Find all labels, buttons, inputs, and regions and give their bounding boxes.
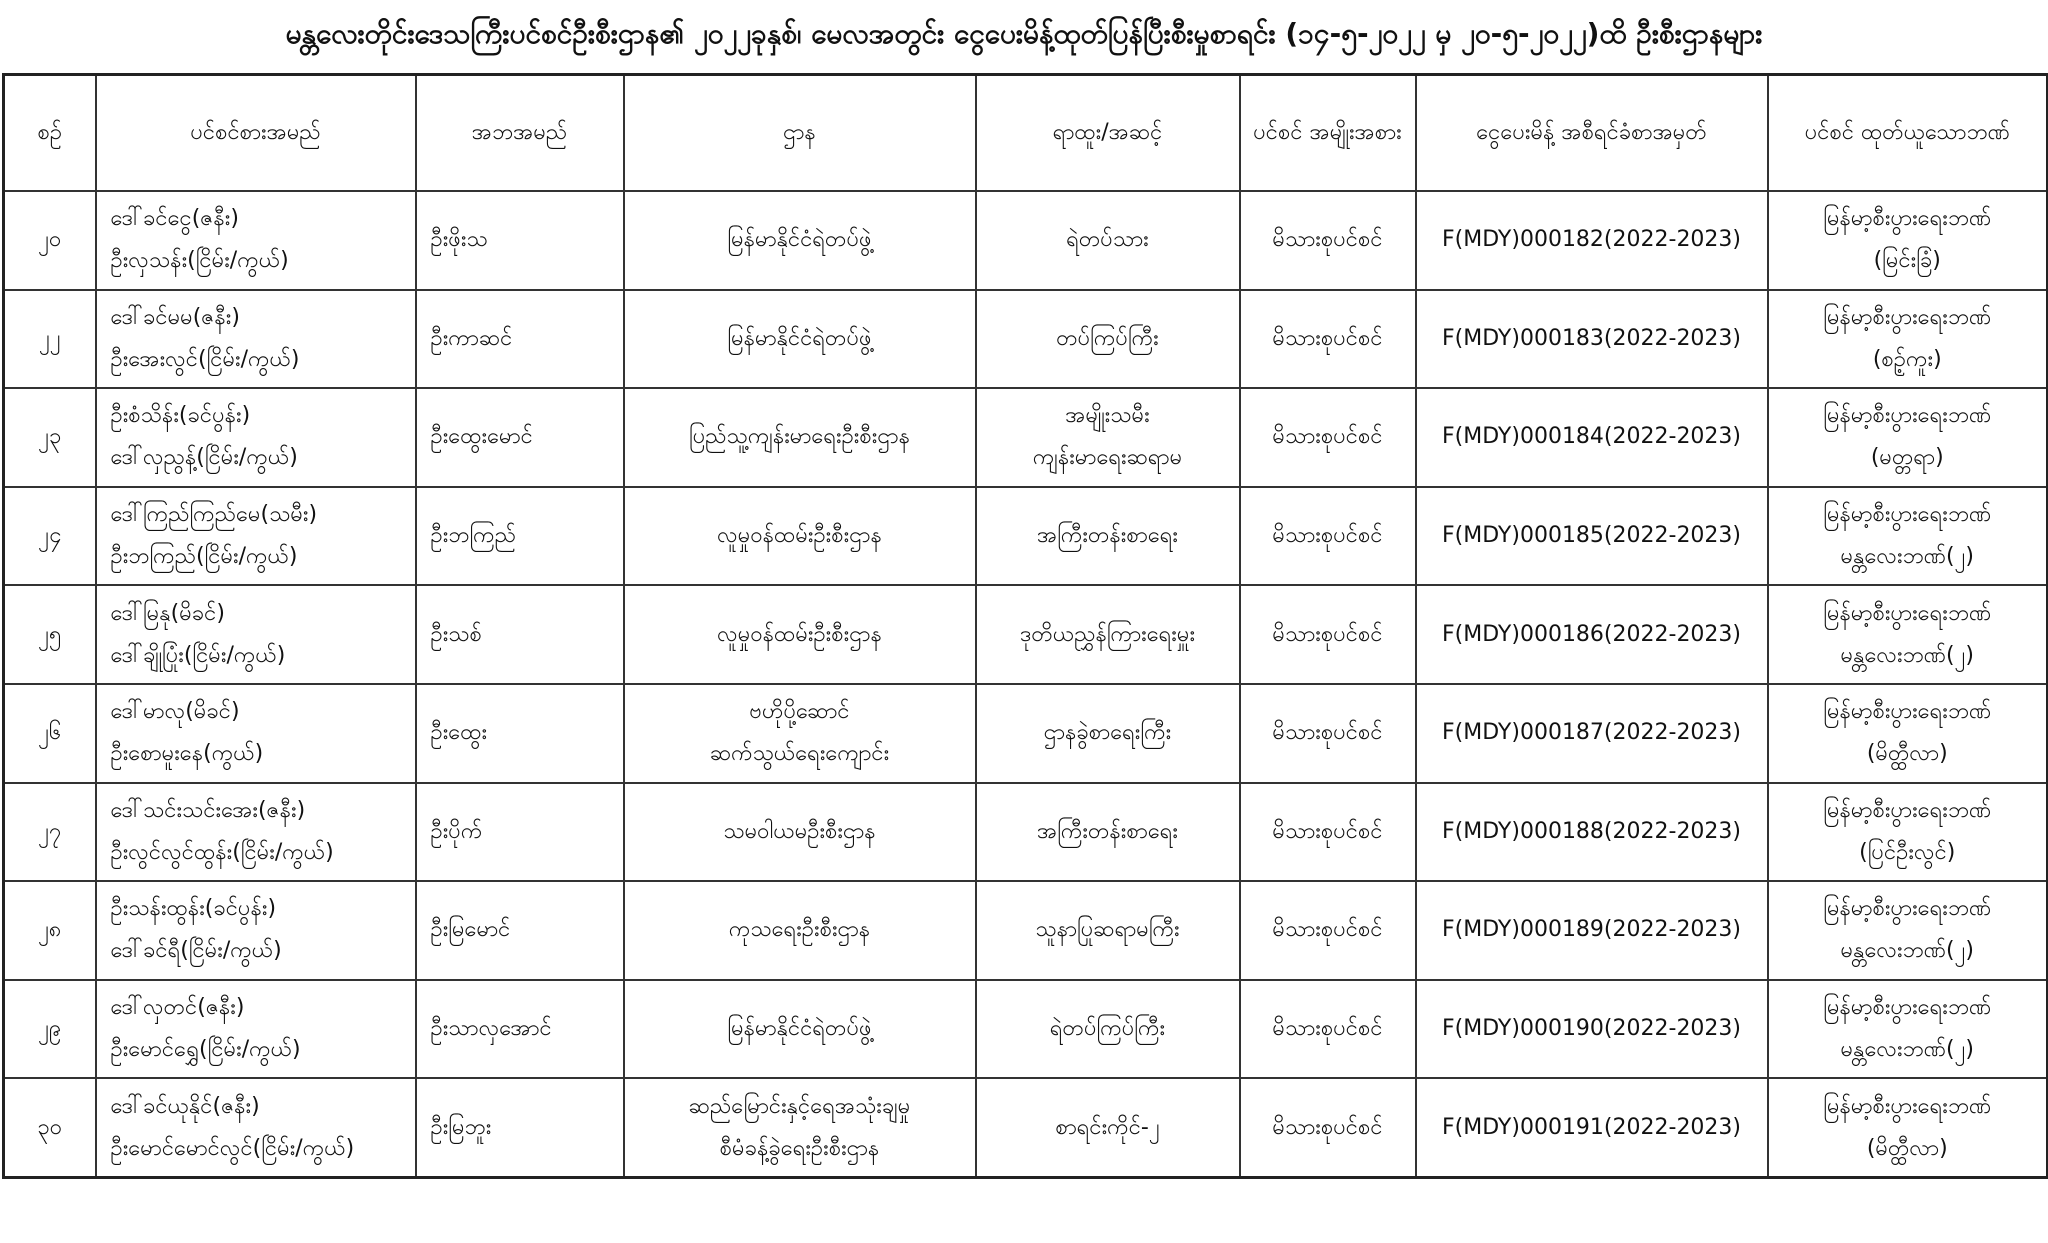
row-number: ၂၈: [4, 881, 96, 980]
department: [624, 388, 976, 487]
rank-line1: ဒုတိယညွှန်ကြားရေးမှူး: [1019, 621, 1196, 647]
rank: [976, 684, 1240, 783]
row-number: ၂၅: [4, 585, 96, 684]
pensioner-name: [96, 684, 416, 783]
rank: [976, 388, 1240, 487]
certificate-number: F(MDY)000188(2022-2023): [1416, 783, 1768, 882]
rank: [976, 290, 1240, 389]
bank: [1768, 881, 2048, 980]
rank-line2: ကျန်းမာရေးဆရာမ: [1032, 445, 1183, 471]
rank: [976, 881, 1240, 980]
pensioner-name-line2: ဒေါ်ခင်ရီ(ငြိမ်း/ကွယ်): [110, 938, 282, 964]
table-row: [4, 881, 2048, 980]
department-line1: ဆည်မြောင်းနှင့်ရေအသုံးချမှု: [688, 1093, 911, 1119]
rank-line1: အမျိုးသမီး: [1065, 403, 1150, 429]
pensioner-name: [96, 980, 416, 1079]
bank-line1: မြန်မာ့စီးပွားရေးဘဏ်: [1823, 1093, 1992, 1119]
col-header-pension-type: ပင်စင် အမျိုးအစား: [1240, 75, 1416, 192]
pensioner-name-line1: ဒေါ်ကြည်ကြည်မေ(သမီး): [110, 502, 318, 528]
rank: [976, 585, 1240, 684]
bank: [1768, 290, 2048, 389]
bank: [1768, 1078, 2048, 1177]
father-name: ဦးမြဘူး: [416, 1078, 624, 1177]
rank-line1: အကြီးတန်းစာရေး: [1037, 818, 1178, 844]
rank: [976, 1078, 1240, 1177]
rank: [976, 191, 1240, 290]
bank-line1: မြန်မာ့စီးပွားရေးဘဏ်: [1823, 896, 1992, 922]
rank-line1: အကြီးတန်းစာရေး: [1037, 523, 1178, 549]
father-name: ဦးထွေး: [416, 684, 624, 783]
father-name: ဦးဖိုးသ: [416, 191, 624, 290]
bank-line1: မြန်မာ့စီးပွားရေးဘဏ်: [1823, 797, 1992, 823]
bank-line1: မြန်မာ့စီးပွားရေးဘဏ်: [1823, 502, 1992, 528]
pensioner-name: [96, 585, 416, 684]
pensioner-name-line2: ဒေါ်လှညွန့်(ငြိမ်း/ကွယ်): [110, 445, 298, 471]
bank-line2: (စဉ့်ကူး): [1872, 346, 1942, 372]
pensioner-name: [96, 881, 416, 980]
certificate-number: F(MDY)000185(2022-2023): [1416, 487, 1768, 586]
bank-line1: မြန်မာ့စီးပွားရေးဘဏ်: [1823, 600, 1992, 626]
rank-line1: ဌာနခွဲစာရေးကြီး: [1043, 720, 1172, 746]
row-number: ၃၀: [4, 1078, 96, 1177]
table-row: [4, 585, 2048, 684]
pension-type: မိသားစုပင်စင်: [1240, 881, 1416, 980]
father-name: ဦးသာလှအောင်: [416, 980, 624, 1079]
father-name: ဦးသစ်: [416, 585, 624, 684]
pensioner-name: [96, 487, 416, 586]
department: [624, 290, 976, 389]
department-line1: မြန်မာနိုင်ငံရဲတပ်ဖွဲ့: [727, 227, 872, 253]
bank: [1768, 487, 2048, 586]
pension-type: မိသားစုပင်စင်: [1240, 980, 1416, 1079]
department: [624, 881, 976, 980]
department: [624, 487, 976, 586]
col-header-no: စဉ်: [4, 75, 96, 192]
father-name: ဦးဘကြည်: [416, 487, 624, 586]
department-line1: မြန်မာနိုင်ငံရဲတပ်ဖွဲ့: [727, 325, 872, 351]
department: [624, 980, 976, 1079]
bank-line1: မြန်မာ့စီးပွားရေးဘဏ်: [1823, 403, 1992, 429]
pension-type: မိသားစုပင်စင်: [1240, 1078, 1416, 1177]
pensioner-name-line2: ဦးလှသန်း(ငြိမ်း/ကွယ်): [110, 248, 289, 274]
pensioner-name-line1: ဒေါ်သင်းသင်းအေး(ဇနီး): [110, 797, 306, 823]
department-line2: စီမံခန့်ခွဲရေးဦးစီးဌာန: [719, 1135, 880, 1161]
row-number: ၂၆: [4, 684, 96, 783]
pensioner-name-line2: ဦးအေးလွင်(ငြိမ်း/ကွယ်): [110, 346, 300, 372]
pension-type: မိသားစုပင်စင်: [1240, 388, 1416, 487]
pensioner-name-line1: ဒေါ်ခင်ယုနိုင်(ဇနီး): [110, 1093, 260, 1119]
table-row: [4, 388, 2048, 487]
bank-line2: မန္တလေးဘဏ်(၂): [1840, 938, 1974, 964]
pensioner-name-line2: ဒေါ်ချိုပြုံး(ငြိမ်း/ကွယ်): [110, 642, 286, 668]
col-header-pensioner-name: ပင်စင်စားအမည်: [96, 75, 416, 192]
bank-line2: (ပြင်ဦးလွင်): [1859, 839, 1956, 865]
father-name: ဦးမြမောင်: [416, 881, 624, 980]
father-name: ဦးပိုက်: [416, 783, 624, 882]
col-header-father-name: အဘအမည်: [416, 75, 624, 192]
bank: [1768, 388, 2048, 487]
department-line1: သမဝါယမဦးစီးဌာန: [723, 818, 876, 844]
bank-line2: မန္တလေးဘဏ်(၂): [1840, 544, 1974, 570]
pensioner-name-line2: ဦးလွင်လွင်ထွန်း(ငြိမ်း/ကွယ်): [110, 839, 334, 865]
father-name: ဦးကာဆင်: [416, 290, 624, 389]
row-number: ၂၂: [4, 290, 96, 389]
rank-line1: စာရင်းကိုင်-၂: [1055, 1114, 1160, 1140]
pension-type: မိသားစုပင်စင်: [1240, 585, 1416, 684]
pensioner-name: [96, 290, 416, 389]
pensioner-name-line1: ဦးစံသိန်း(ခင်ပွန်း): [110, 403, 251, 429]
certificate-number: F(MDY)000186(2022-2023): [1416, 585, 1768, 684]
row-number: ၂၉: [4, 980, 96, 1079]
department: [624, 1078, 976, 1177]
pensioner-name-line1: ဦးသန်းထွန်း(ခင်ပွန်း): [110, 896, 277, 922]
pensioner-name-line1: ဒေါ်မြနု(မိခင်): [110, 600, 225, 626]
pensioner-name-line1: ဒေါ်ခင်မမ(ဇနီး): [110, 304, 240, 330]
certificate-number: F(MDY)000189(2022-2023): [1416, 881, 1768, 980]
rank: [976, 783, 1240, 882]
rank-line1: သူနာပြုဆရာမကြီး: [1035, 917, 1180, 943]
bank-line1: မြန်မာ့စီးပွားရေးဘဏ်: [1823, 995, 1992, 1021]
department-line1: ပြည်သူ့ကျန်းမာရေးဦးစီးဌာန: [689, 424, 910, 450]
bank-line2: မန္တလေးဘဏ်(၂): [1840, 1037, 1974, 1063]
pension-type: မိသားစုပင်စင်: [1240, 684, 1416, 783]
bank: [1768, 783, 2048, 882]
table-row: [4, 290, 2048, 389]
table-row: [4, 487, 2048, 586]
certificate-number: F(MDY)000191(2022-2023): [1416, 1078, 1768, 1177]
pensioner-name: [96, 388, 416, 487]
pensioner-name-line1: ဒေါ်ခင်ငွေ(ဇနီး): [110, 206, 239, 232]
bank-line1: မြန်မာ့စီးပွားရေးဘဏ်: [1823, 206, 1992, 232]
bank: [1768, 684, 2048, 783]
table-row: [4, 191, 2048, 290]
pensioner-name-line2: ဦးစောမူးနေ(ကွယ်): [110, 741, 264, 767]
department-line1: လူမှုဝန်ထမ်းဦးစီးဌာန: [717, 523, 882, 549]
certificate-number: F(MDY)000187(2022-2023): [1416, 684, 1768, 783]
table-row: [4, 1078, 2048, 1177]
certificate-number: F(MDY)000182(2022-2023): [1416, 191, 1768, 290]
bank: [1768, 585, 2048, 684]
rank: [976, 487, 1240, 586]
pensioner-name: [96, 191, 416, 290]
rank-line1: ရဲတပ်ကြပ်ကြီး: [1049, 1016, 1166, 1042]
department-line1: လူမှုဝန်ထမ်းဦးစီးဌာန: [717, 621, 882, 647]
certificate-number: F(MDY)000190(2022-2023): [1416, 980, 1768, 1079]
bank-line2: (မြင်းခြံ): [1873, 248, 1941, 274]
rank-line1: တပ်ကြပ်ကြီး: [1056, 325, 1159, 351]
pensioner-name-line1: ဒေါ်မာလု(မိခင်): [110, 699, 240, 725]
father-name: ဦးထွေးမောင်: [416, 388, 624, 487]
table-row: [4, 980, 2048, 1079]
pensioner-name-line2: ဦးဘကြည်(ငြိမ်း/ကွယ်): [110, 544, 298, 570]
pension-type: မိသားစုပင်စင်: [1240, 783, 1416, 882]
col-header-department: ဌာန: [624, 75, 976, 192]
bank: [1768, 980, 2048, 1079]
table-row: [4, 684, 2048, 783]
bank-line2: (မိတ္ထီလာ): [1866, 1135, 1948, 1161]
rank: [976, 980, 1240, 1079]
rank-line1: ရဲတပ်သား: [1066, 227, 1149, 253]
bank-line1: မြန်မာ့စီးပွားရေးဘဏ်: [1823, 304, 1992, 330]
row-number: ၂၀: [4, 191, 96, 290]
certificate-number: F(MDY)000184(2022-2023): [1416, 388, 1768, 487]
col-header-bank: ပင်စင် ထုတ်ယူသောဘဏ်: [1768, 75, 2048, 192]
bank: [1768, 191, 2048, 290]
bank-line2: (မတ္တရာ): [1870, 445, 1944, 471]
pension-type: မိသားစုပင်စင်: [1240, 290, 1416, 389]
department-line2: ဆက်သွယ်ရေးကျောင်း: [709, 741, 890, 767]
bank-line2: မန္တလေးဘဏ်(၂): [1840, 642, 1974, 668]
department: [624, 191, 976, 290]
bank-line2: (မိတ္ထီလာ): [1866, 741, 1948, 767]
col-header-certificate-no: ငွေပေးမိန့် အစီရင်ခံစာအမှတ်: [1416, 75, 1768, 192]
table-body: [4, 191, 2048, 1178]
pension-table: [2, 73, 2048, 1179]
row-number: ၂၇: [4, 783, 96, 882]
row-number: ၂၃: [4, 388, 96, 487]
certificate-number: F(MDY)000183(2022-2023): [1416, 290, 1768, 389]
table-row: [4, 783, 2048, 882]
row-number: ၂၄: [4, 487, 96, 586]
department: [624, 783, 976, 882]
col-header-rank: ရာထူး/အဆင့်: [976, 75, 1240, 192]
department-line1: မြန်မာနိုင်ငံရဲတပ်ဖွဲ့: [727, 1016, 872, 1042]
pensioner-name-line1: ဒေါ်လှတင်(ဇနီး): [110, 995, 245, 1021]
pensioner-name: [96, 1078, 416, 1177]
pension-type: မိသားစုပင်စင်: [1240, 191, 1416, 290]
department: [624, 684, 976, 783]
pensioner-name-line2: ဦးမောင်မောင်လွင်(ငြိမ်း/ကွယ်): [110, 1135, 355, 1161]
pensioner-name: [96, 783, 416, 882]
header-row: [4, 75, 2048, 192]
pensioner-name-line2: ဦးမောင်ရွှေ(ငြိမ်း/ကွယ်): [110, 1037, 301, 1063]
department: [624, 585, 976, 684]
pension-type: မိသားစုပင်စင်: [1240, 487, 1416, 586]
bank-line1: မြန်မာ့စီးပွားရေးဘဏ်: [1823, 699, 1992, 725]
department-line1: ဗဟိုပို့ဆောင်: [749, 699, 850, 725]
page-title: မန္တလေးတိုင်းဒေသကြီးပင်စင်ဦးစီးဌာန၏ ၂၀၂၂ခုနှစ်၊ မေလအတွင်း ငွေပေးမိန့်ထုတ်ပြန်ပြီးစီးမှုစာရင်း (၁၄-၅-၂၀၂၂ မှ ၂၀-၅-၂၀၂၂)ထိ ဦးစီးဌာနများ: [285, 17, 1763, 50]
department-line1: ကုသရေးဦးစီးဌာန: [728, 917, 871, 943]
